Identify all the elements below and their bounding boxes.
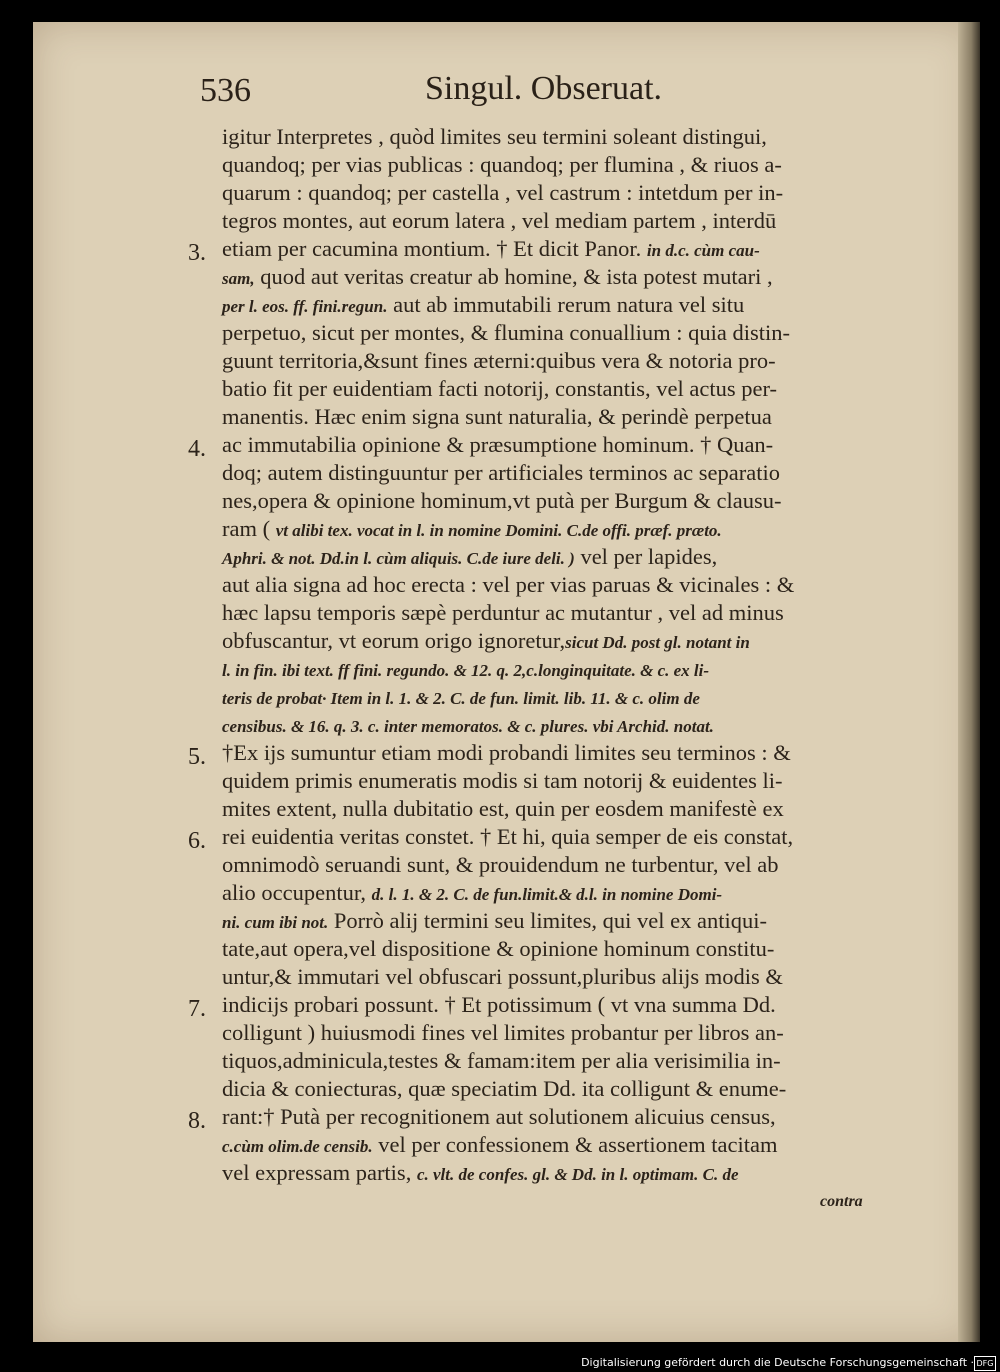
text-line xyxy=(222,546,717,569)
text-segment: etiam per cacumina montium. † Et dicit Panor. xyxy=(222,236,647,261)
text-segment: nes,opera & opinione hominum,vt putà per Burgum & clausu- xyxy=(222,488,782,513)
citation-italic: vt alibi tex. vocat in l. in nomine Domini. C.de offi. præf. præto. xyxy=(275,521,722,540)
citation-italic: sam, xyxy=(222,269,255,288)
text-line xyxy=(222,406,772,429)
text-line xyxy=(222,966,783,989)
citation-italic: sicut Dd. post gl. notant in xyxy=(565,633,750,652)
text-segment: aut ab immutabili rerum natura vel situ xyxy=(387,292,745,317)
text-segment: igitur Interpretes , quòd limites seu termini soleant distingui, xyxy=(222,124,767,149)
text-line xyxy=(222,490,782,513)
text-line xyxy=(222,686,700,709)
text-segment: Porrò alij termini seu limites, qui vel ex antiqui- xyxy=(328,908,767,933)
text-segment: quandoq; per vias publicas : quandoq; per flumina , & riuos a- xyxy=(222,152,782,177)
text-segment: rant:† Putà per recognitionem aut solutionem alicuius census, xyxy=(222,1104,776,1129)
text-line xyxy=(222,350,776,373)
footer-credit: Digitalisierung gefördert durch die Deutsche Forschungsgemeinschaft · xyxy=(581,1356,974,1369)
text-line xyxy=(222,434,773,457)
text-line xyxy=(222,602,784,625)
text-line xyxy=(222,826,793,849)
text-segment: ac immutabilia opinione & præsumptione hominum. † Quan- xyxy=(222,432,774,457)
citation-italic: per l. eos. ff. fini.regun. xyxy=(222,297,388,316)
text-line xyxy=(222,1134,778,1157)
text-segment: aut alia signa ad hoc erecta : vel per vias paruas & vicinales : & xyxy=(222,572,795,597)
text-segment: tiquos,adminicula,testes & famam:item per alia verisimilia in- xyxy=(222,1048,781,1073)
margin-note-number: 5. xyxy=(188,744,206,770)
citation-italic: Aphri. & not. Dd.in l. cùm aliquis. C.de iure deli. ) xyxy=(222,549,575,568)
text-line xyxy=(222,854,779,877)
text-segment: colligunt ) huiusmodi fines vel limites probantur per libros an- xyxy=(222,1020,784,1045)
text-line xyxy=(222,238,760,261)
text-line xyxy=(222,266,773,289)
citation-italic: in d.c. cùm cau- xyxy=(646,241,760,260)
margin-note-number: 8. xyxy=(188,1108,206,1134)
text-line xyxy=(222,126,767,149)
text-segment: vel per lapides, xyxy=(574,544,718,569)
text-segment: ram ( xyxy=(222,516,276,541)
text-segment: omnimodò seruandi sunt, & prouidendum ne turbentur, vel ab xyxy=(222,852,779,877)
text-segment: hæc lapsu temporis sæpè perduntur ac mutantur , vel ad minus xyxy=(222,600,784,625)
text-segment: batio fit per euidentiam facti notorij, constantis, vel actus per- xyxy=(222,376,777,401)
text-segment: †Ex ijs sumuntur etiam modi probandi limites seu terminos : & xyxy=(222,740,791,765)
text-line xyxy=(222,910,767,933)
text-line xyxy=(222,1162,739,1185)
text-line xyxy=(222,182,783,205)
text-line xyxy=(222,210,776,233)
citation-italic: censibus. & 16. q. 3. c. inter memoratos. & c. plures. vbi Archid. notat. xyxy=(222,717,714,736)
text-segment: vel expressam partis, xyxy=(222,1160,417,1185)
text-line xyxy=(222,938,774,961)
citation-italic: ni. cum ibi not. xyxy=(222,913,329,932)
text-segment: untur,& immutari vel obfuscari possunt,pluribus alijs modis & xyxy=(222,964,783,989)
text-line xyxy=(222,154,782,177)
text-line xyxy=(222,574,794,597)
text-segment: tegros montes, aut eorum latera , vel mediam partem , interdū xyxy=(222,208,777,233)
text-line xyxy=(222,994,776,1017)
text-segment: alio occupentur, xyxy=(222,880,372,905)
text-segment: quarum : quandoq; per castella , vel castrum : intetdum per in- xyxy=(222,180,784,205)
margin-note-number: 4. xyxy=(188,436,206,462)
text-segment: mites extent, nulla dubitatio est, quin per eosdem manifestè ex xyxy=(222,796,784,821)
text-line xyxy=(222,378,777,401)
text-segment: perpetuo, sicut per montes, & flumina conuallium : quia distin- xyxy=(222,320,791,345)
text-line xyxy=(222,882,722,905)
text-line xyxy=(222,630,750,653)
text-line xyxy=(222,1078,786,1101)
text-line xyxy=(222,1106,776,1129)
text-line xyxy=(222,1050,781,1073)
text-segment: quod aut veritas creatur ab homine, & ista potest mutari , xyxy=(254,264,773,289)
text-segment: manentis. Hæc enim signa sunt naturalia, & perindè perpetua xyxy=(222,404,772,429)
text-line xyxy=(222,742,791,765)
citation-italic: c. vlt. de confes. gl. & Dd. in l. optimam. C. de xyxy=(416,1165,739,1184)
text-segment: quidem primis enumeratis modis si tam notorij & euidentes li- xyxy=(222,768,783,793)
text-line xyxy=(222,518,722,541)
dfg-logo: DFG xyxy=(974,1356,996,1371)
text-line xyxy=(222,798,784,821)
text-segment: indicijs probari possunt. † Et potissimum ( vt vna summa Dd. xyxy=(222,992,776,1017)
text-line xyxy=(222,462,780,485)
text-line xyxy=(222,658,709,681)
text-line xyxy=(222,1022,784,1045)
running-title: Singul. Obseruat. xyxy=(425,70,663,107)
text-segment: doq; autem distinguuntur per artificiales terminos ac separatio xyxy=(222,460,780,485)
text-line xyxy=(222,294,744,317)
text-line xyxy=(222,770,783,793)
catchword: contra xyxy=(820,1193,863,1210)
text-segment: guunt territoria,&sunt fines æterni:quibus vera & notoria pro- xyxy=(222,348,776,373)
margin-note-number: 7. xyxy=(188,996,206,1022)
text-segment: obfuscantur, vt eorum origo ignoretur, xyxy=(222,628,566,653)
text-line xyxy=(222,322,790,345)
page-number: 536 xyxy=(200,72,251,109)
text-segment: tate,aut opera,vel dispositione & opinione hominum constitu- xyxy=(222,936,775,961)
citation-italic: teris de probat· Item in l. 1. & 2. C. de fun. limit. lib. 11. & c. olim de xyxy=(222,689,700,708)
text-segment: dicia & coniecturas, quæ speciatim Dd. ita colligunt & enume- xyxy=(222,1076,787,1101)
text-segment: vel per confessionem & assertionem tacitam xyxy=(372,1132,778,1157)
margin-note-number: 6. xyxy=(188,828,206,854)
text-segment: rei euidentia veritas constet. † Et hi, quia semper de eis constat, xyxy=(222,824,794,849)
margin-note-number: 3. xyxy=(188,240,206,266)
citation-italic: c.cùm olim.de censib. xyxy=(222,1137,373,1156)
citation-italic: d. l. 1. & 2. C. de fun.limit.& d.l. in nomine Domi- xyxy=(371,885,723,904)
text-line xyxy=(222,714,714,737)
citation-italic: l. in fin. ibi text. ff fini. regundo. & 12. q. 2,c.longinquitate. & c. ex li- xyxy=(222,661,710,680)
